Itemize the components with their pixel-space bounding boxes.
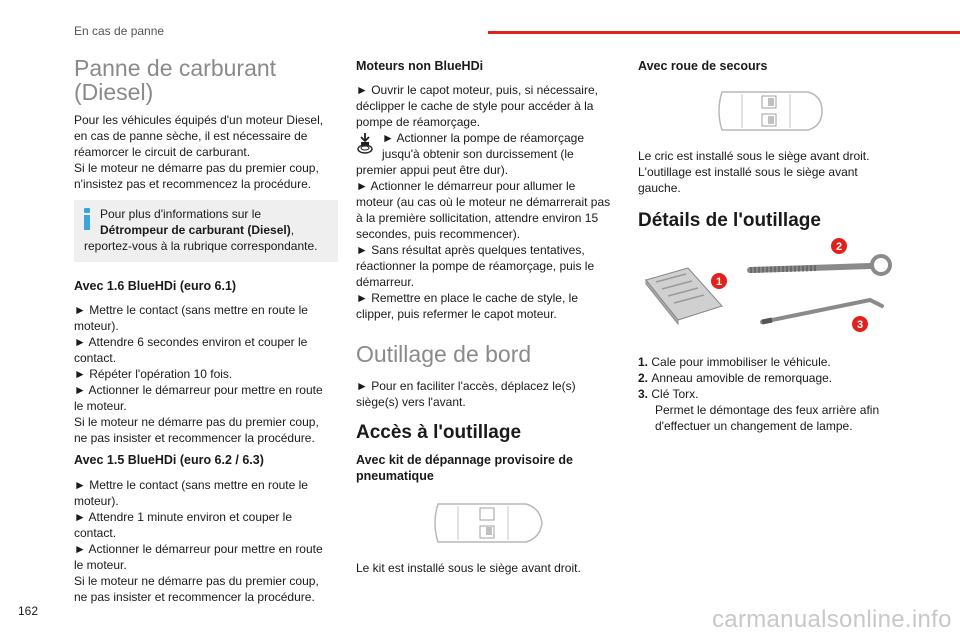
item-3-detail: Permet le démontage des feux arrière afin d'effectuer un changement de lampe. xyxy=(655,403,880,433)
list-item: 3. Clé Torx. xyxy=(638,387,699,401)
priming-pump-icon xyxy=(356,132,374,154)
intro-paragraph: Pour les véhicules équipés d'un moteur Diesel, en cas de panne sèche, il est nécessaire de réamorcer le circuit de carburant. Si le moteur ne démarre pas du premier coup, n'insistez pas et recommencez la procédure. xyxy=(74,113,324,191)
heading-15-bluehdi: Avec 1.5 BlueHDi (euro 6.2 / 6.3) xyxy=(74,453,264,467)
column-3 xyxy=(638,56,902,434)
title-panne-carburant: Panne de carburant (Diesel) xyxy=(74,55,277,105)
heading-16-bluehdi: Avec 1.6 BlueHDi (euro 6.1) xyxy=(74,279,237,293)
wheel-chock-icon xyxy=(646,268,722,324)
title-outillage-de-bord: Outillage de bord xyxy=(356,341,532,367)
section-header: En cas de panne xyxy=(74,24,165,38)
column-1 xyxy=(74,56,338,605)
pump-step: ► Actionner la pompe de réamorçage jusqu'à obtenir son durcissement (le xyxy=(356,130,620,162)
tools-list xyxy=(638,354,902,434)
callout-2 xyxy=(831,238,847,254)
info-icon xyxy=(84,208,90,230)
svg-text:1: 1 xyxy=(715,276,723,288)
svg-text:2: 2 xyxy=(835,241,843,253)
kit-location-text: Le kit est installé sous le siège avant droit. xyxy=(356,561,581,575)
heading-acces-outillage: Accès à l'outillage xyxy=(356,422,522,443)
tools-illustration xyxy=(638,238,902,338)
column-2 xyxy=(356,56,620,576)
info-box: Pour plus d'informations sur le Détrompeur de carburant (Diesel), reportez-vous à la rubrique correspondante. xyxy=(74,200,338,262)
page-number: 162 xyxy=(18,604,39,618)
list-item: 2. Anneau amovible de remorquage. xyxy=(638,371,833,385)
tool-intro: ► Pour en faciliter l'accès, déplacez le(s) siège(s) vers l'avant. xyxy=(356,379,576,409)
list-item: 1. Cale pour immobiliser le véhicule. xyxy=(638,355,831,369)
heading-roue-secours: Avec roue de secours xyxy=(638,59,768,73)
procedure-16-bluehdi: ► Mettre le contact (sans mettre en route le moteur). ► Attendre 6 secondes environ et couper le contact. ► Répéter l'opération 10 fois. ► Actionner le démarreur pour mettre en route le moteur. Si le moteur ne démarre pas du premier coup, ne pas insister et recommencer la procédure. xyxy=(74,303,323,445)
watermark: carmanualsonline.info xyxy=(712,606,952,633)
car-topview-kit-icon xyxy=(430,498,544,548)
header-accent-bar xyxy=(488,31,960,34)
spare-location-text: Le cric est installé sous le siège avant droit. L'outillage est installé sous le siège avant gauche. xyxy=(638,149,870,195)
heading-non-bluehdi: Moteurs non BlueHDi xyxy=(356,59,484,73)
procedure-15-bluehdi: ► Mettre le contact (sans mettre en route le moteur). ► Attendre 1 minute environ et couper le contact. ► Actionner le démarreur pour mettre en route le moteur. Si le moteur ne démarre pas du premier coup, ne pas insister et recommencer la procédure. xyxy=(74,478,323,604)
towing-eye-icon xyxy=(750,256,890,274)
callout-3 xyxy=(852,316,868,332)
car-topview-spare-icon xyxy=(714,86,824,136)
info-link-text: Détrompeur de carburant (Diesel) xyxy=(100,223,291,237)
svg-text:3: 3 xyxy=(856,319,864,331)
procedure-non-bluehdi: ► Ouvrir le capot moteur, puis, si nécessaire, déclipper le cache de style pour accéder à la pompe de réamorçage. ► Actionner la pompe de réamorçage jusqu'à obtenir son durcissement (le premier appui peut être dur). ► Actionner le démarreur pour allumer le moteur (au cas où le moteur ne démarrerait pas à la première sollicitation, attendre environ 15 secondes, puis recommencer). ► Sans résultat après quelques tentatives, réactionner la pompe de réamorçage, puis le démarreur. ► Remettre en place le cache de style, le clipper, puis refermer le capot moteur. xyxy=(356,82,620,322)
callout-1 xyxy=(711,273,727,289)
heading-kit-depannage: Avec kit de dépannage provisoire de pneumatique xyxy=(356,453,573,483)
heading-details-outillage: Détails de l'outillage xyxy=(638,210,821,231)
